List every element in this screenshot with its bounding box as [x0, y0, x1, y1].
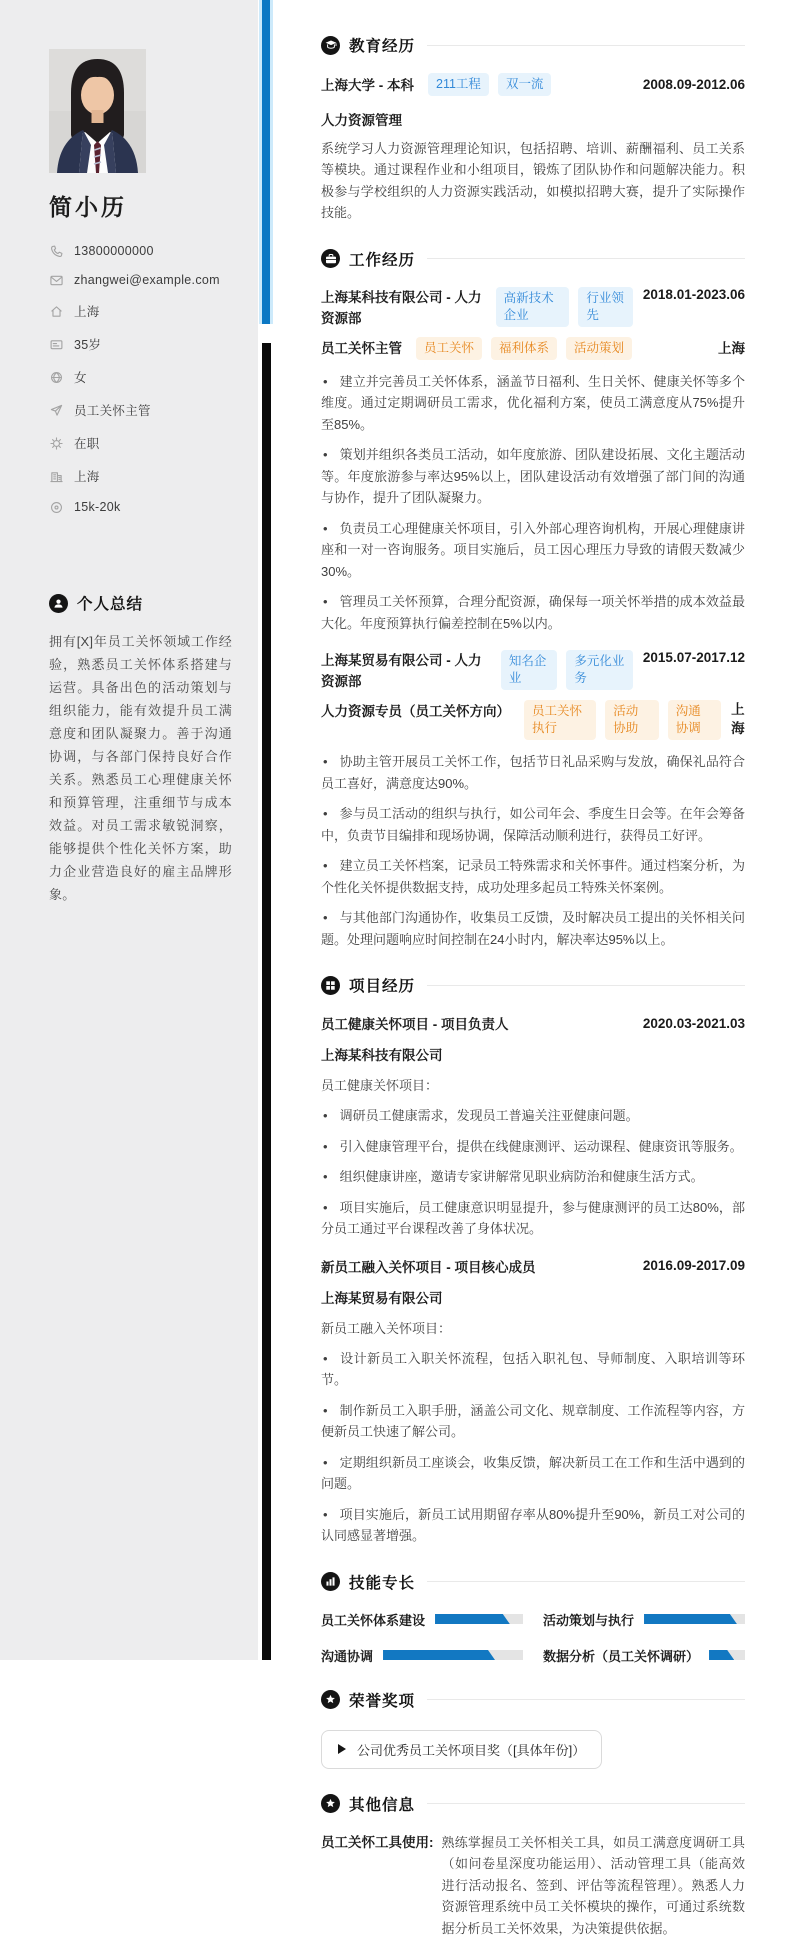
role-tag: 员工关怀执行: [524, 700, 596, 740]
project-company: 上海某科技有限公司: [321, 1044, 745, 1064]
other-info-label: 员工关怀工具使用:: [321, 1832, 434, 1854]
award-star-icon: [321, 1690, 340, 1709]
section-title-education: 教育经历: [349, 34, 415, 56]
contact-home-city: [49, 302, 232, 320]
section-projects: [321, 974, 745, 1547]
skill-label: 活动策划与执行: [543, 1610, 634, 1629]
skill-bar-fill: [383, 1650, 495, 1660]
work-entry: [321, 287, 745, 634]
bullet-dot: •: [323, 1136, 328, 1158]
project-bullet: • 项目实施后，新员工试用期留存率从80%提升至90%，新员工对公司的认同感显著增强。: [321, 1504, 745, 1547]
work-bullet: • 建立员工关怀档案，记录员工特殊需求和关怀事件。通过档案分析，为个性化关怀提供数据支持，成功处理多起员工特殊关怀案例。: [321, 855, 745, 898]
project-bullet: • 定期组织新员工座谈会，收集反馈，解决新员工在工作和生活中遇到的问题。: [321, 1452, 745, 1495]
section-title-work: 工作经历: [349, 248, 415, 270]
skill-label: 沟通协调: [321, 1646, 373, 1665]
section-title-other: 其他信息: [349, 1793, 415, 1815]
section-divider-line: [427, 45, 745, 46]
contact-company-city: [49, 467, 232, 485]
section-other: [321, 1793, 745, 1939]
contact-list: [49, 244, 232, 514]
bullet-dot: •: [323, 907, 328, 929]
role-tag: 沟通协调: [668, 700, 721, 740]
bullet-dot: •: [323, 1105, 328, 1127]
sidebar: [0, 0, 258, 1660]
salary-icon: [49, 500, 63, 514]
bar-chart-icon: [321, 1572, 340, 1591]
section-divider-line: [427, 1803, 745, 1804]
bullet-dot: •: [323, 1452, 328, 1474]
divider-bar: [262, 343, 271, 1660]
section-divider-line: [427, 1699, 745, 1700]
gender-value: 女: [74, 368, 87, 386]
project-bullet: • 引入健康管理平台，提供在线健康测评、运动课程、健康资讯等服务。: [321, 1136, 745, 1158]
work-bullet: • 协助主管开展员工关怀工作，包括节日礼品采购与发放，确保礼品符合员工喜好，满意度达90%。: [321, 751, 745, 794]
age-value: 35岁: [74, 335, 101, 353]
skill-item: [321, 1610, 523, 1629]
contact-email: [49, 273, 232, 287]
education-header: [321, 34, 745, 56]
skill-bar-fill: [709, 1650, 734, 1660]
home-city-value: 上海: [74, 302, 100, 320]
skill-bar-fill: [435, 1614, 510, 1624]
work-header: [321, 248, 745, 270]
skill-label: 员工关怀体系建设: [321, 1610, 425, 1629]
other-info-row: [321, 1832, 745, 1939]
bullet-dot: •: [323, 591, 328, 613]
work-bullet: • 建立并完善员工关怀体系，涵盖节日福利、生日关怀、健康关怀等多个维度。通过定期调研员工需求，优化福利方案，使员工满意度从75%提升至85%。: [321, 371, 745, 436]
education-date: 2008.09-2012.06: [643, 77, 745, 92]
school-tag: 双一流: [498, 73, 552, 96]
bullet-dot: •: [323, 518, 328, 540]
school-tag: 211工程: [428, 73, 489, 96]
work-location: 上海: [718, 337, 745, 357]
role-tag: 员工关怀: [416, 337, 482, 360]
honor-text: 公司优秀员工关怀项目奖（[具体年份]）: [357, 1740, 585, 1759]
work-bullet: • 策划并组织各类员工活动，如年度旅游、团队建设拓展、文化主题活动等。年度旅游参与率达95%以上，团队建设活动有效增强了部门间的沟通与协作，提升了团队凝聚力。: [321, 444, 745, 509]
summary-title: 个人总结: [77, 592, 143, 614]
education-description: 系统学习人力资源管理理论知识，包括招聘、培训、薪酬福利、员工关系等模块。通过课程作业和小组项目，锻炼了团队协作和问题解决能力。积极参与学校组织的人力资源实践活动，如模拟招聘大赛，提升了实际操作技能。: [321, 138, 745, 224]
company-tags: [496, 287, 633, 327]
bullet-dot: •: [323, 444, 328, 466]
age-icon: [49, 337, 63, 351]
section-skills: [321, 1571, 745, 1665]
role-tag: 活动策划: [566, 337, 632, 360]
skill-bar: [644, 1614, 745, 1624]
contact-gender: [49, 368, 232, 386]
email-value: zhangwei@example.com: [74, 273, 220, 287]
gender-icon: [49, 370, 63, 384]
section-title-skills: 技能专长: [349, 1571, 415, 1593]
role-tag: 福利体系: [491, 337, 557, 360]
skill-bar: [709, 1650, 745, 1660]
contact-phone: [49, 244, 232, 258]
honor-item[interactable]: [321, 1730, 602, 1769]
section-divider-line: [427, 985, 745, 986]
work-date: 2015.07-2017.12: [643, 650, 745, 665]
skill-bar: [435, 1614, 523, 1624]
company-name: 上海某贸易有限公司 - 人力资源部: [321, 650, 487, 692]
bullet-dot: •: [323, 1400, 328, 1422]
company-name: 上海某科技有限公司 - 人力资源部: [321, 287, 482, 329]
project-title-row: [321, 1256, 745, 1276]
role-name: 员工关怀主管: [321, 337, 402, 357]
project-title: 新员工融入关怀项目 - 项目核心成员: [321, 1256, 536, 1276]
project-title-row: [321, 1013, 745, 1033]
bullet-dot: •: [323, 855, 328, 877]
bullet-dot: •: [323, 1166, 328, 1188]
project-bullet: • 制作新员工入职手册，涵盖公司文化、规章制度、工作流程等内容，方便新员工快速了解公司。: [321, 1400, 745, 1443]
contact-position: [49, 401, 232, 419]
project-bullet: • 项目实施后，员工健康意识明显提升，参与健康测评的员工达80%，部分员工通过平台课程改善了身体状况。: [321, 1197, 745, 1240]
contact-status: [49, 434, 232, 452]
resume-main: [321, 0, 745, 1939]
project-bullet: • 设计新员工入职关怀流程，包括入职礼包、导师制度、入职培训等环节。: [321, 1348, 745, 1391]
project-intro: 新员工融入关怀项目：: [321, 1318, 745, 1337]
panel-divider: [259, 0, 273, 1660]
contact-salary: [49, 500, 232, 514]
portrait-placeholder-image: [49, 49, 146, 173]
company-tag: 知名企业: [501, 650, 557, 690]
salary-value: 15k-20k: [74, 500, 121, 514]
company-tags: [501, 650, 633, 690]
skill-bar: [383, 1650, 523, 1660]
contact-age: [49, 335, 232, 353]
company-city-value: 上海: [74, 467, 100, 485]
skill-grid: [321, 1610, 745, 1665]
role-name: 人力资源专员（员工关怀方向）: [321, 700, 510, 720]
bullet-dot: •: [323, 1197, 328, 1219]
bullet-dot: •: [323, 803, 328, 825]
work-bullet: • 与其他部门沟通协作，收集员工反馈，及时解决员工提出的关怀相关问题。处理问题响应时间控制在24小时内，解决率达95%以上。: [321, 907, 745, 950]
candidate-name: 简小历: [49, 189, 232, 222]
skills-header: [321, 1571, 745, 1593]
briefcase-icon: [321, 249, 340, 268]
work-role-row: [321, 700, 745, 740]
mail-icon: [49, 273, 63, 287]
company-tag: 多元化业务: [566, 650, 633, 690]
work-bullets: [321, 751, 745, 950]
role-tags: [524, 700, 721, 740]
project-entry: [321, 1256, 745, 1547]
section-title-honors: 荣誉奖项: [349, 1689, 415, 1711]
work-bullet: • 负责员工心理健康关怀项目，引入外部心理咨询机构，开展心理健康讲座和一对一咨询服务。项目实施后，员工因心理压力导致的请假天数减少30%。: [321, 518, 745, 583]
work-date: 2018.01-2023.06: [643, 287, 745, 302]
project-entry: [321, 1013, 745, 1240]
skill-item: [543, 1646, 745, 1665]
role-tag: 活动协助: [605, 700, 658, 740]
project-bullet: • 组织健康讲座，邀请专家讲解常见职业病防治和健康生活方式。: [321, 1166, 745, 1188]
company-tag: 行业领先: [578, 287, 633, 327]
graduation-cap-icon: [321, 36, 340, 55]
skill-item: [321, 1646, 523, 1665]
status-icon: [49, 436, 63, 450]
work-company-row: [321, 287, 745, 329]
project-company: 上海某贸易有限公司: [321, 1287, 745, 1307]
home-icon: [49, 304, 63, 318]
skill-item: [543, 1610, 745, 1629]
profile-photo: [49, 49, 146, 173]
work-location: 上海: [731, 700, 745, 738]
other-info-text: 熟练掌握员工关怀相关工具，如员工满意度调研工具（如问卷星深度功能运用）、活动管理工具（能高效进行活动报名、签到、评估等流程管理）。熟悉人力资源管理系统中员工关怀模块的操作，可通过系统数据分析员工关怀效果，为决策提供依据。: [442, 1832, 746, 1939]
skill-bar-fill: [644, 1614, 737, 1624]
skill-label: 数据分析（员工关怀调研）: [543, 1646, 699, 1665]
school-tags: [428, 73, 551, 96]
project-bullets: [321, 1105, 745, 1240]
work-bullets: [321, 371, 745, 635]
work-entry: [321, 650, 745, 950]
project-grid-icon: [321, 976, 340, 995]
city-icon: [49, 469, 63, 483]
section-divider-line: [427, 258, 745, 259]
section-title-projects: 项目经历: [349, 974, 415, 996]
project-intro: 员工健康关怀项目：: [321, 1075, 745, 1094]
work-role-row: [321, 337, 745, 360]
honors-header: [321, 1689, 745, 1711]
bullet-dot: •: [323, 1348, 328, 1370]
school-name: 上海大学 - 本科: [321, 74, 414, 94]
section-education: [321, 34, 745, 224]
bullet-dot: •: [323, 751, 328, 773]
project-date: 2020.03-2021.03: [643, 1016, 745, 1031]
section-divider-line: [427, 1581, 745, 1582]
project-title: 员工健康关怀项目 - 项目负责人: [321, 1013, 509, 1033]
bullet-dot: •: [323, 371, 328, 393]
position-icon: [49, 403, 63, 417]
info-star-icon: [321, 1794, 340, 1813]
role-tags: [416, 337, 632, 360]
project-date: 2016.09-2017.09: [643, 1258, 745, 1273]
phone-icon: [49, 244, 63, 258]
other-header: [321, 1793, 745, 1815]
work-bullet: • 管理员工关怀预算，合理分配资源，确保每一项关怀举措的成本效益最大化。年度预算执行偏差控制在5%以内。: [321, 591, 745, 634]
work-company-row: [321, 650, 745, 692]
status-value: 在职: [74, 434, 100, 452]
education-entry: [321, 73, 745, 96]
projects-header: [321, 974, 745, 996]
expand-arrow-icon: [338, 1744, 346, 1754]
work-bullet: • 参与员工活动的组织与执行，如公司年会、季度生日会等。在年会筹备中，负责节目编排和现场协调，保障活动顺利进行，获得员工好评。: [321, 803, 745, 846]
project-bullets: [321, 1348, 745, 1547]
major-name: 人力资源管理: [321, 109, 745, 129]
user-icon: [49, 594, 68, 613]
summary-text: 拥有[X]年员工关怀领域工作经验，熟悉员工关怀体系搭建与运营。具备出色的活动策划与组织能力，能有效提升员工满意度和团队凝聚力。善于沟通协调，与各部门保持良好合作关系。熟悉员工心理健康关怀和预算管理，注重细节与成本效益。对员工需求敏锐洞察，能够提供个性化关怀方案，助力企业营造良好的雇主品牌形象。: [49, 630, 232, 906]
bullet-dot: •: [323, 1504, 328, 1526]
company-tag: 高新技术企业: [496, 287, 570, 327]
phone-value: 13800000000: [74, 244, 154, 258]
summary-header: [49, 592, 232, 614]
position-value: 员工关怀主管: [74, 401, 151, 419]
project-bullet: • 调研员工健康需求，发现员工普遍关注亚健康问题。: [321, 1105, 745, 1127]
scrollbar-thumb[interactable]: [259, 0, 273, 324]
section-honors: [321, 1689, 745, 1769]
section-work: [321, 248, 745, 950]
